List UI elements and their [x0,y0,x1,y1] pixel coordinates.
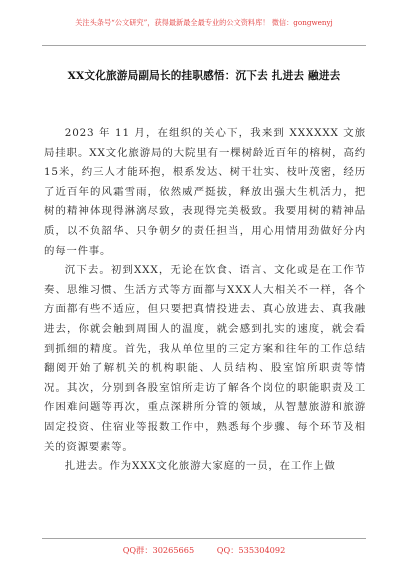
document-body [44,124,366,477]
paragraph-dig-in: 扎进去。作为XXX文化旅游大家庭的一员，在工作上做 [64,460,336,473]
footer [0,545,408,556]
paragraph-intro: 2023 年 11 月，在组织的关心下，我来到 XXXXXX 文旅局挂职。XX文化旅游局的大院里有一棵树龄近百年的榕树，高约15米，约三人才能环抱，根系发达、树干壮实、枝叶茂密，经历了近百年的风霜雪雨，依然威严挺拔，释放出强大生机活力，把树的精神体现得淋漓尽致，表现得完美极致。我要用树的精神品质，以不负韶华、只争朝夕的责任担当，用心用情用劲做好分内的每一件事。 [44,127,366,257]
footer-divider [42,538,366,539]
paragraph-sink-down: 沉下去。初到XXX，无论在饮食、语言、文化或是在工作节奏、思维习惯、生活方式等方面都与XXX人大相关不一样，各个方面都有些不适应，但只要把真情投进去、真心放进去、真我融进去，你就会触到周围人的温度，就会感到扎实的速度，就会看到抓细的精度。首先，我从单位里的三定方案和往年的工作总结翻阅开始了解机关的机构职能、人员结构、股室馆所职责等情况。其次，分别到各股室馆所走访了解各个岗位的职能职责及工作困难问题等再次，重点深耕所分管的领域，从智慧旅游和旅游固定投资、住宿业等报数工作中，熟悉每个步骤、每个环节及相关的资源要素等。 [44,264,366,453]
document-title: XX文化旅游局副局长的挂职感悟：沉下去 扎进去 融进去 [67,70,341,82]
footer-qq-group: QQ群：30265665 [122,545,195,555]
footer-qq: QQ：535304092 [216,545,286,555]
header-banner: 关注头条号“公文研究”，获得最新最全最专业的公文资料库！ 微信：gongwenyj [42,0,366,46]
